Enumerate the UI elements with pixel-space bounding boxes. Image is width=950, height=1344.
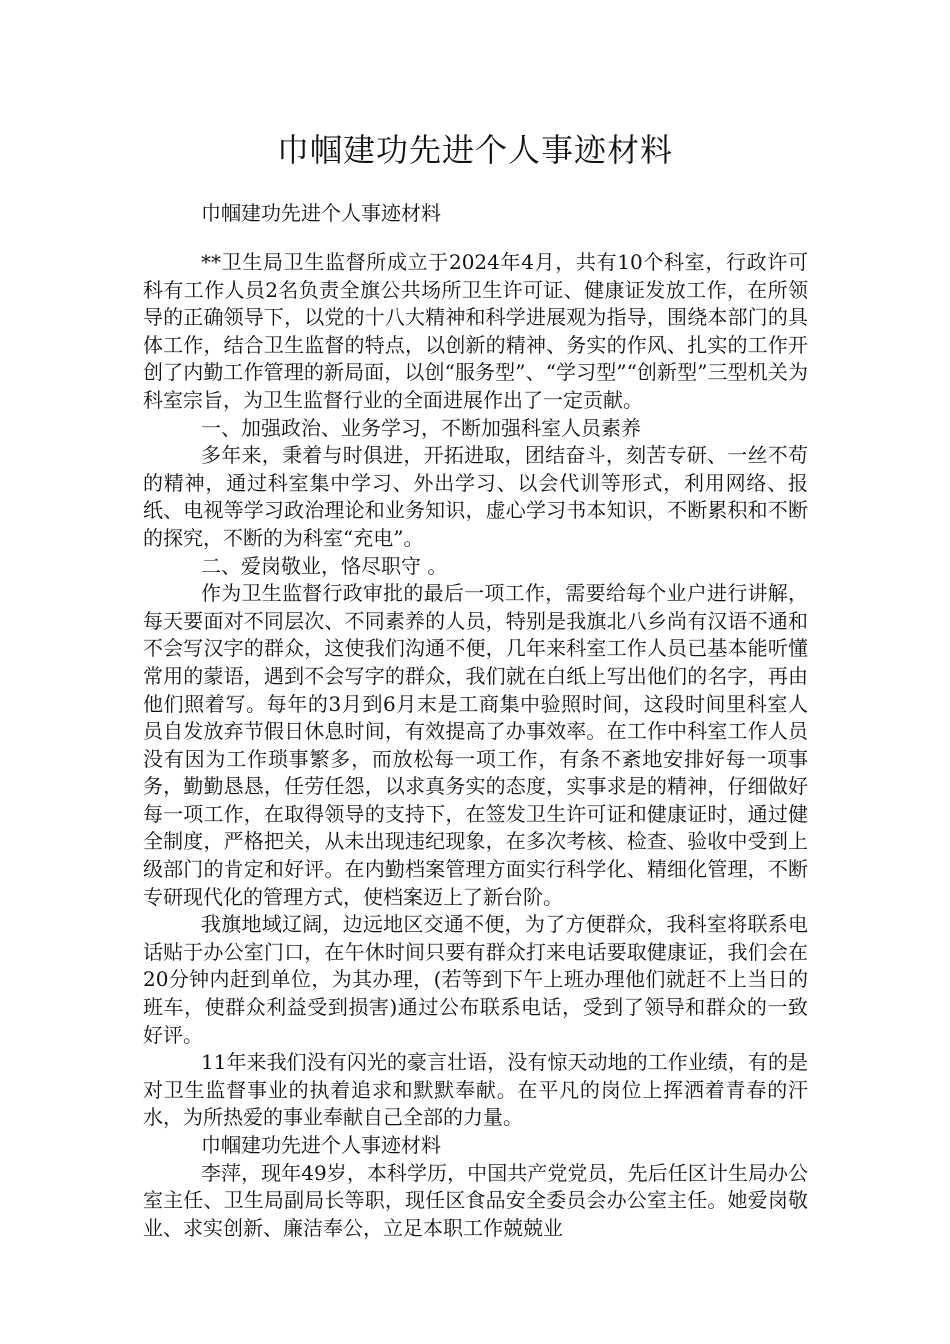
section-heading-3: 巾帼建功先进个人事迹材料 — [201, 1133, 441, 1157]
paragraph-study: 多年来，秉着与时俱进，开拓进取，团结奋斗，刻苦专研、一丝不苟的精神，通过科室集中学习、外出学习、以会代训等形式，利用网络、报纸、电视等学习政治理论和业务知识，虚心学习书本知识，不断累积和不断的探究，不断的为科室“充电”。 — [143, 443, 808, 550]
paragraph-summary: 11年来我们没有闪光的豪言壮语，没有惊天动地的工作业绩，有的是对卫生监督事业的执着追求和默默奉献。在平凡的岗位上挥洒着青春的汗水，为所热爱的事业奉献自己全部的力量。 — [143, 1050, 808, 1130]
paragraph-service: 我旗地域辽阔，边远地区交通不便，为了方便群众，我科室将联系电话贴于办公室门口，在午休时间只要有群众打来电话要取健康证，我们会在20分钟内赶到单位，为其办理，(若等到下午上班办理他们就赶不上当日的班车，使群众利益受到损害)通过公布联系电话，受到了领导和群众的一致好评。 — [143, 912, 808, 1047]
document-body — [143, 249, 808, 1242]
paragraph-liping: 李萍，现年49岁，本科学历，中国共产党党员，先后任区计生局办公室主任、卫生局副局长等职，现任区食品安全委员会办公室主任。她爱岗敬业、求实创新、廉洁奉公，立足本职工作兢兢业 — [143, 1160, 808, 1240]
section-heading-2: 二、爱岗敬业，恪尽职守 。 — [201, 553, 448, 578]
paragraph-dedication: 作为卫生监督行政审批的最后一项工作，需要给每个业户进行讲解，每天要面对不同层次、不同素养的人员，特别是我旗北八乡尚有汉语不通和不会写汉字的群众，这使我们沟通不便，几年来科室工作人员已基本能听懂常用的蒙语，遇到不会写字的群众，我们就在白纸上写出他们的名字，再由他们照着写。每年的3月到6月末是工商集中验照时间，这段时间里科室人员自发放弃节假日休息时间，有效提高了办事效率。在工作中科室工作人员没有因为工作琐事繁多，而放松每一项工作，有条不紊地安排好每一项事务，勤勤恳恳，任劳任怨，以求真务实的态度，实事求是的精神，仔细做好每一项工作，在取得领导的支持下，在签发卫生许可证和健康证时，通过健全制度，严格把关，从未出现违纪现象，在多次考核、检查、验收中受到上级部门的肯定和好评。在内勤档案管理方面实行科学化、精细化管理，不断专研现代化的管理方式，使档案迈上了新台阶。 — [143, 581, 808, 909]
document-subtitle: 巾帼建功先进个人事迹材料 — [201, 201, 441, 225]
section-heading-1: 一、加强政治、业务学习，不断加强科室人员素养 — [201, 415, 641, 440]
paragraph-intro: **卫生局卫生监督所成立于2024年4月，共有10个科室，行政许可科有工作人员2名负责全旗公共场所卫生许可证、健康证发放工作，在所领导的正确领导下，以党的十八大精神和科学进展观为指导，围绕本部门的具体工作，结合卫生监督的特点，以创新的精神、务实的作风、扎实的工作开创了内勤工作管理的新局面，以创“服务型”、“学习型”“创新型”三型机关为科室宗旨，为卫生监督行业的全面进展作出了一定贡献。 — [143, 250, 808, 412]
document-title: 巾帼建功先进个人事迹材料 — [276, 131, 673, 169]
